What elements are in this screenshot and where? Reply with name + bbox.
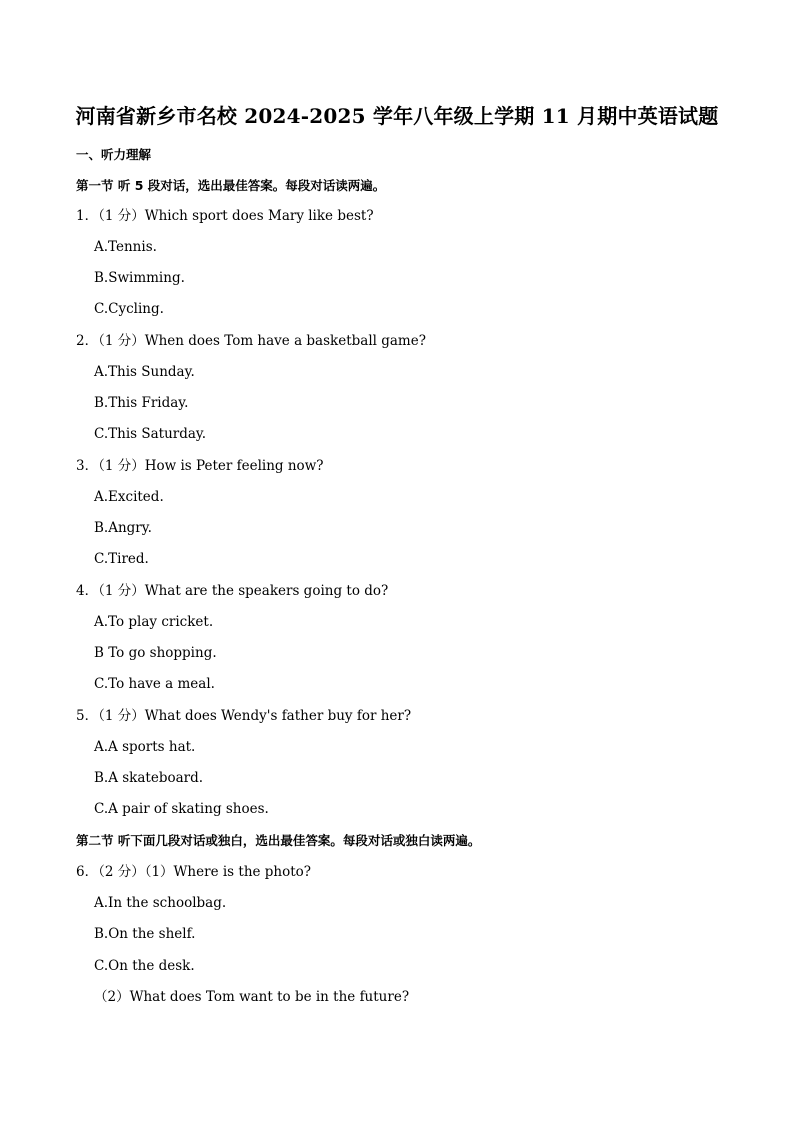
question-6-option-c: C.On the desk. — [94, 958, 195, 974]
section-1-instruction: 第一节 听 5 段对话，选出最佳答案。每段对话读两遍。 — [76, 178, 386, 193]
section-2-instruction: 第二节 听下面几段对话或独白，选出最佳答案。每段对话或独白读两遍。 — [76, 833, 481, 848]
question-5-option-c: C.A pair of skating shoes. — [94, 801, 269, 817]
question-1-option-b: B.Swimming. — [94, 270, 185, 286]
question-6-option-b: B.On the shelf. — [94, 926, 196, 942]
question-6-sub-2: （2）What does Tom want to be in the future? — [94, 989, 410, 1005]
question-2-option-a: A.This Sunday. — [94, 364, 195, 380]
question-6-stem: 6．（2 分）（1）Where is the photo? — [76, 864, 312, 880]
page-title: 河南省新乡市名校 2024-2025 学年八年级上学期 11 月期中英语试题 — [75, 104, 719, 128]
question-1-option-a: A.Tennis. — [94, 239, 157, 255]
question-2-option-c: C.This Saturday. — [94, 426, 207, 442]
question-3-option-c: C.Tired. — [94, 551, 149, 567]
question-6-option-a: A.In the schoolbag. — [94, 895, 227, 911]
question-5-option-b: B.A skateboard. — [94, 770, 204, 786]
question-4-option-a: A.To play cricket. — [94, 614, 214, 630]
question-3-stem: 3．（1 分）How is Peter feeling now? — [76, 458, 324, 474]
question-1-stem: 1．（1 分）Which sport does Mary like best? — [76, 208, 374, 224]
question-4-option-c: C.To have a meal. — [94, 676, 215, 692]
question-4-stem: 4．（1 分）What are the speakers going to do? — [76, 583, 389, 599]
question-5-option-a: A.A sports hat. — [94, 739, 196, 755]
question-3-option-b: B.Angry. — [94, 520, 152, 536]
question-2-stem: 2．（1 分）When does Tom have a basketball game? — [76, 333, 426, 349]
question-5-stem: 5．（1 分）What does Wendy's father buy for her? — [76, 708, 412, 724]
question-4-option-b: B To go shopping. — [94, 645, 217, 661]
part-heading-listening: 一、听力理解 — [76, 147, 152, 162]
question-2-option-b: B.This Friday. — [94, 395, 189, 411]
question-1-option-c: C.Cycling. — [94, 301, 164, 317]
question-3-option-a: A.Excited. — [94, 489, 164, 505]
